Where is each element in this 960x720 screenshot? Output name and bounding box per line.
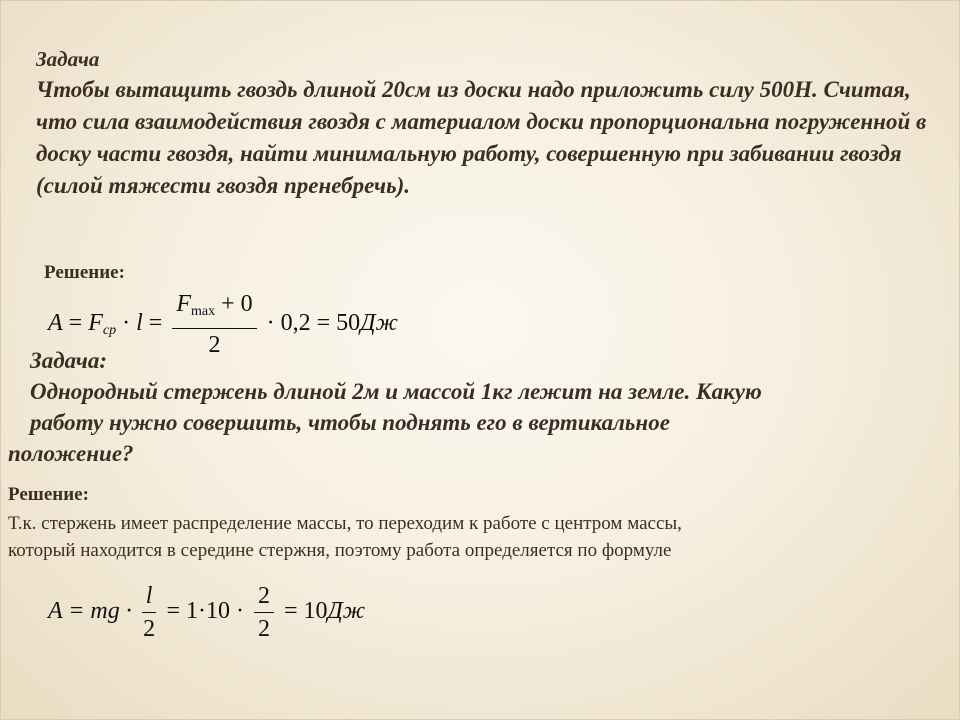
task1-text: Чтобы вытащить гвоздь длиной 20см из доски надо приложить силу 500Н. Считая, что сила взаимодействия гвоздя с материалом доски пропорциональна погруженной в доску части гвоздя, найти минимальную работу, совершенную при забивании гвоздя (силой тяжести гвоздя пренебречь). (36, 77, 927, 198)
f1-num-rest: + 0 (215, 291, 253, 317)
f2-frac1-den: 2 (143, 616, 156, 642)
f2-lhs: A = mg · (48, 598, 132, 625)
f1-l: l (136, 310, 143, 337)
solution2-label: Решение: (8, 484, 89, 505)
task2-line3: положение? (8, 441, 134, 466)
task2-title: Задача: (30, 348, 108, 373)
task2-line2: работу нужно совершить, чтобы поднять его в вертикальное (30, 410, 670, 435)
f2-mid: = 1·10 · (166, 598, 244, 625)
solution2-formula (48, 582, 365, 643)
f1-dot: · (122, 310, 131, 337)
f2-tail: = 10 (283, 598, 328, 625)
f2-frac2-num: 2 (254, 582, 274, 613)
f1-unit: Дж (360, 310, 398, 337)
solution2-explanation (8, 510, 948, 564)
task1-title: Задача (36, 47, 100, 71)
f2-unit: Дж (327, 598, 366, 625)
f2-frac1-num: l (142, 582, 157, 613)
f1-eq2: = (148, 310, 163, 337)
f1-F: F (88, 310, 103, 337)
solution2-text-line1: Т.к. стержень имеет распределение массы, то переходим к работе с центром массы, (8, 513, 682, 534)
f1-num-F: F (176, 291, 191, 317)
f1-sub-cp: ср (102, 323, 117, 339)
solution2-text-line2: который находится в середине стержня, поэтому работа определяется по формуле (8, 540, 672, 561)
f1-num-sub: max (191, 304, 216, 319)
f2-fraction1 (142, 582, 157, 643)
task2-block (8, 345, 948, 469)
solution1-label: Решение: (44, 262, 125, 283)
f1-eq1: = (68, 310, 83, 337)
task2-line1: Однородный стержень длиной 2м и массой 1кг лежит на земле. Какую (30, 379, 762, 404)
f1-A: A (48, 310, 63, 337)
f2-frac2-den: 2 (257, 616, 270, 642)
f1-fraction-numerator (172, 290, 256, 329)
f1-tail: · 0,2 = 50 (266, 310, 361, 337)
f1-fraction-denominator: 2 (208, 332, 221, 358)
f2-fraction2 (254, 582, 274, 643)
task1-block (36, 44, 956, 202)
